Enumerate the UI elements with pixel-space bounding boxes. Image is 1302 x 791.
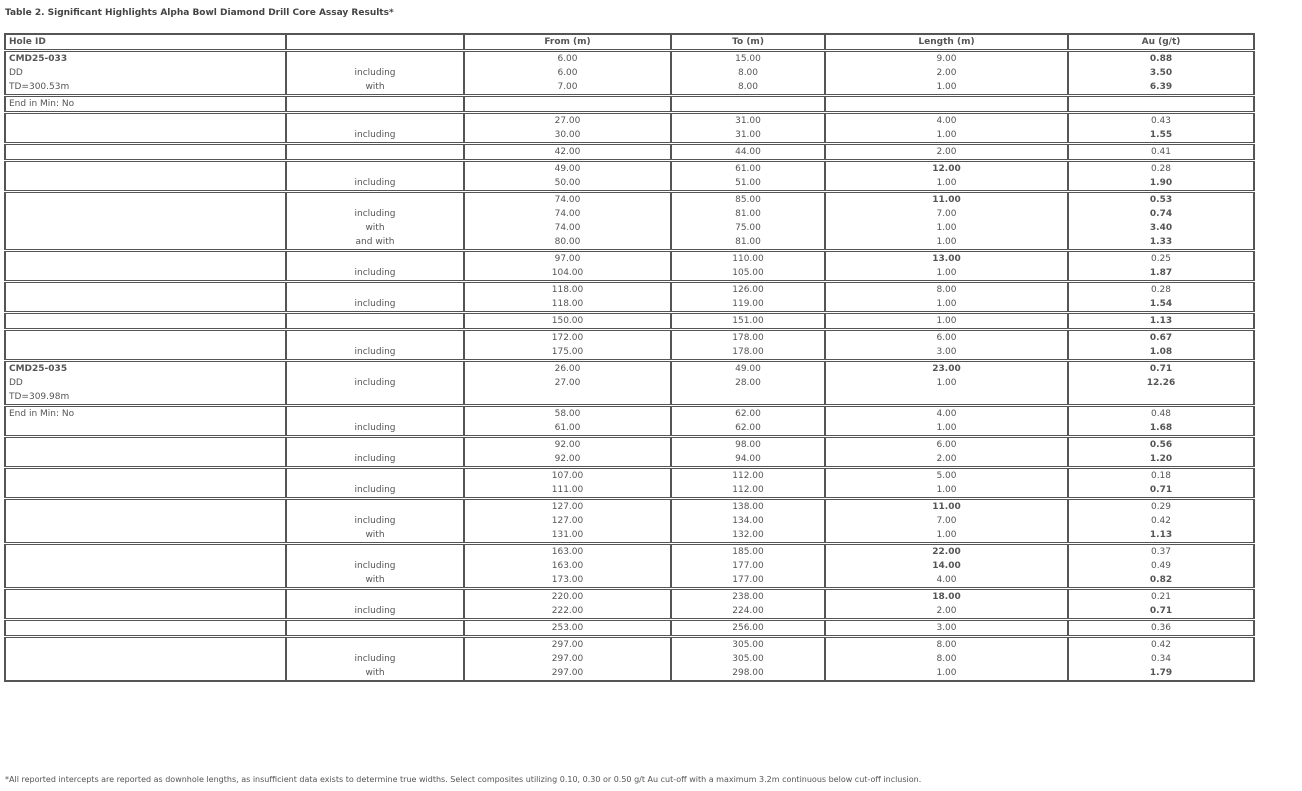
table-row	[5, 544, 1254, 560]
length-cell: 4.00	[825, 406, 1068, 422]
to-cell: 44.00	[671, 144, 825, 161]
from-cell: 92.00	[464, 437, 671, 453]
from-cell: 7.00	[464, 80, 671, 96]
qualifier-cell	[286, 406, 464, 422]
au-cell: 0.56	[1068, 437, 1254, 453]
length-cell: 6.00	[825, 437, 1068, 453]
col-header-to: To (m)	[671, 34, 825, 51]
length-cell: 1.00	[825, 235, 1068, 251]
hole-id-cell	[5, 499, 286, 515]
hole-id-cell: TD=300.53m	[5, 80, 286, 96]
qualifier-cell	[286, 589, 464, 605]
from-cell: 220.00	[464, 589, 671, 605]
hole-id-cell	[5, 221, 286, 235]
length-cell: 8.00	[825, 637, 1068, 653]
au-cell: 1.33	[1068, 235, 1254, 251]
au-cell: 0.53	[1068, 192, 1254, 208]
table-row	[5, 345, 1254, 361]
hole-id-cell	[5, 282, 286, 298]
length-cell: 1.00	[825, 313, 1068, 330]
au-cell: 0.48	[1068, 406, 1254, 422]
from-cell: 297.00	[464, 637, 671, 653]
length-cell: 1.00	[825, 297, 1068, 313]
table-row	[5, 559, 1254, 573]
to-cell: 49.00	[671, 361, 825, 377]
qualifier-cell	[286, 390, 464, 406]
table-row	[5, 297, 1254, 313]
to-cell: 8.00	[671, 66, 825, 80]
length-cell: 8.00	[825, 652, 1068, 666]
from-cell: 222.00	[464, 604, 671, 620]
assay-results-table	[4, 33, 1255, 682]
length-cell: 2.00	[825, 144, 1068, 161]
to-cell: 305.00	[671, 652, 825, 666]
hole-id-cell	[5, 559, 286, 573]
from-cell: 80.00	[464, 235, 671, 251]
hole-id-cell	[5, 313, 286, 330]
table-row	[5, 128, 1254, 144]
au-cell: 1.13	[1068, 528, 1254, 544]
hole-id-cell	[5, 176, 286, 192]
table-row	[5, 251, 1254, 267]
table-row	[5, 499, 1254, 515]
hole-id-cell	[5, 652, 286, 666]
length-cell: 1.00	[825, 221, 1068, 235]
hole-id-cell: TD=309.98m	[5, 390, 286, 406]
table-row	[5, 452, 1254, 468]
length-cell: 7.00	[825, 514, 1068, 528]
to-cell: 132.00	[671, 528, 825, 544]
to-cell: 81.00	[671, 207, 825, 221]
qualifier-cell: including	[286, 483, 464, 499]
hole-id-cell	[5, 544, 286, 560]
qualifier-cell	[286, 468, 464, 484]
au-cell: 6.39	[1068, 80, 1254, 96]
qualifier-cell	[286, 282, 464, 298]
to-cell: 62.00	[671, 406, 825, 422]
table-caption: Table 2. Significant Highlights Alpha Bowl Diamond Drill Core Assay Results*	[5, 8, 394, 18]
footnote: *All reported intercepts are reported as downhole lengths, as insufficient data exists to determine true widths. Select composites utilizing 0.10, 0.30 or 0.50 g/t Au cut-off with a maximum 3.2m continuous below cut-off inclusion.	[5, 775, 922, 784]
au-cell: 0.28	[1068, 282, 1254, 298]
table-row	[5, 207, 1254, 221]
hole-id-cell	[5, 113, 286, 129]
from-cell: 30.00	[464, 128, 671, 144]
qualifier-cell: including	[286, 604, 464, 620]
length-cell: 1.00	[825, 666, 1068, 681]
length-cell: 22.00	[825, 544, 1068, 560]
au-cell: 0.36	[1068, 620, 1254, 637]
au-cell: 1.79	[1068, 666, 1254, 681]
table-row	[5, 66, 1254, 80]
from-cell	[464, 96, 671, 113]
table-row	[5, 266, 1254, 282]
qualifier-cell	[286, 113, 464, 129]
table-row	[5, 437, 1254, 453]
hole-id-cell	[5, 589, 286, 605]
to-cell: 119.00	[671, 297, 825, 313]
au-cell: 1.54	[1068, 297, 1254, 313]
hole-id-cell: End in Min: No	[5, 96, 286, 113]
au-cell: 0.82	[1068, 573, 1254, 589]
au-cell	[1068, 390, 1254, 406]
to-cell: 112.00	[671, 483, 825, 499]
hole-id-cell	[5, 573, 286, 589]
from-cell: 118.00	[464, 282, 671, 298]
to-cell: 151.00	[671, 313, 825, 330]
hole-id-cell	[5, 251, 286, 267]
to-cell: 98.00	[671, 437, 825, 453]
length-cell: 2.00	[825, 66, 1068, 80]
qualifier-cell: with	[286, 221, 464, 235]
au-cell: 0.41	[1068, 144, 1254, 161]
to-cell: 138.00	[671, 499, 825, 515]
from-cell: 104.00	[464, 266, 671, 282]
table-row	[5, 573, 1254, 589]
from-cell	[464, 390, 671, 406]
table-row	[5, 589, 1254, 605]
qualifier-cell	[286, 51, 464, 67]
au-cell: 0.74	[1068, 207, 1254, 221]
au-cell: 1.68	[1068, 421, 1254, 437]
to-cell: 178.00	[671, 345, 825, 361]
to-cell: 31.00	[671, 128, 825, 144]
qualifier-cell	[286, 192, 464, 208]
hole-id-cell	[5, 637, 286, 653]
length-cell	[825, 390, 1068, 406]
from-cell: 127.00	[464, 514, 671, 528]
au-cell: 1.87	[1068, 266, 1254, 282]
qualifier-cell: and with	[286, 235, 464, 251]
qualifier-cell: with	[286, 528, 464, 544]
from-cell: 131.00	[464, 528, 671, 544]
from-cell: 118.00	[464, 297, 671, 313]
qualifier-cell: including	[286, 176, 464, 192]
to-cell: 177.00	[671, 573, 825, 589]
hole-id-cell	[5, 528, 286, 544]
qualifier-cell: including	[286, 559, 464, 573]
qualifier-cell	[286, 499, 464, 515]
qualifier-cell: including	[286, 345, 464, 361]
length-cell: 23.00	[825, 361, 1068, 377]
table-row	[5, 161, 1254, 177]
length-cell: 7.00	[825, 207, 1068, 221]
au-cell: 0.71	[1068, 361, 1254, 377]
col-header-qualifier	[286, 34, 464, 51]
to-cell: 185.00	[671, 544, 825, 560]
length-cell: 2.00	[825, 452, 1068, 468]
length-cell: 9.00	[825, 51, 1068, 67]
qualifier-cell	[286, 637, 464, 653]
length-cell: 1.00	[825, 176, 1068, 192]
from-cell: 253.00	[464, 620, 671, 637]
au-cell: 1.90	[1068, 176, 1254, 192]
hole-id-cell: DD	[5, 376, 286, 390]
au-cell: 0.37	[1068, 544, 1254, 560]
table-row	[5, 406, 1254, 422]
hole-id-cell	[5, 235, 286, 251]
au-cell: 0.34	[1068, 652, 1254, 666]
length-cell: 11.00	[825, 192, 1068, 208]
table-row	[5, 330, 1254, 346]
table-row	[5, 604, 1254, 620]
from-cell: 97.00	[464, 251, 671, 267]
table-row	[5, 376, 1254, 390]
table-row	[5, 80, 1254, 96]
au-cell: 0.25	[1068, 251, 1254, 267]
au-cell: 0.28	[1068, 161, 1254, 177]
table-row	[5, 221, 1254, 235]
to-cell: 8.00	[671, 80, 825, 96]
from-cell: 297.00	[464, 652, 671, 666]
length-cell: 1.00	[825, 528, 1068, 544]
qualifier-cell: including	[286, 652, 464, 666]
length-cell: 1.00	[825, 421, 1068, 437]
hole-id-cell	[5, 297, 286, 313]
qualifier-cell: with	[286, 80, 464, 96]
from-cell: 173.00	[464, 573, 671, 589]
hole-id-cell: CMD25-035	[5, 361, 286, 377]
to-cell: 238.00	[671, 589, 825, 605]
hole-id-cell	[5, 483, 286, 499]
hole-id-cell	[5, 604, 286, 620]
to-cell: 305.00	[671, 637, 825, 653]
to-cell: 110.00	[671, 251, 825, 267]
qualifier-cell: including	[286, 266, 464, 282]
table-row	[5, 51, 1254, 67]
table-row	[5, 666, 1254, 681]
from-cell: 61.00	[464, 421, 671, 437]
qualifier-cell: including	[286, 514, 464, 528]
table-body	[5, 51, 1254, 682]
length-cell: 1.00	[825, 128, 1068, 144]
to-cell: 31.00	[671, 113, 825, 129]
qualifier-cell: including	[286, 421, 464, 437]
length-cell: 12.00	[825, 161, 1068, 177]
au-cell: 1.08	[1068, 345, 1254, 361]
au-cell: 0.18	[1068, 468, 1254, 484]
hole-id-cell	[5, 345, 286, 361]
au-cell: 0.71	[1068, 483, 1254, 499]
length-cell: 1.00	[825, 80, 1068, 96]
table-row	[5, 361, 1254, 377]
au-cell: 0.88	[1068, 51, 1254, 67]
table-row	[5, 652, 1254, 666]
from-cell: 49.00	[464, 161, 671, 177]
hole-id-cell: End in Min: No	[5, 406, 286, 422]
to-cell: 105.00	[671, 266, 825, 282]
length-cell: 14.00	[825, 559, 1068, 573]
au-cell: 0.67	[1068, 330, 1254, 346]
hole-id-cell	[5, 514, 286, 528]
au-cell: 0.42	[1068, 637, 1254, 653]
table-row	[5, 235, 1254, 251]
length-cell: 1.00	[825, 483, 1068, 499]
qualifier-cell	[286, 544, 464, 560]
hole-id-cell	[5, 620, 286, 637]
table-row	[5, 620, 1254, 637]
qualifier-cell	[286, 161, 464, 177]
hole-id-cell	[5, 666, 286, 681]
qualifier-cell: including	[286, 297, 464, 313]
au-cell: 0.71	[1068, 604, 1254, 620]
header-row	[5, 34, 1254, 51]
from-cell: 6.00	[464, 66, 671, 80]
from-cell: 58.00	[464, 406, 671, 422]
to-cell: 134.00	[671, 514, 825, 528]
au-cell: 1.20	[1068, 452, 1254, 468]
to-cell: 28.00	[671, 376, 825, 390]
to-cell: 256.00	[671, 620, 825, 637]
qualifier-cell	[286, 620, 464, 637]
table-row	[5, 514, 1254, 528]
to-cell: 61.00	[671, 161, 825, 177]
from-cell: 27.00	[464, 376, 671, 390]
hole-id-cell	[5, 207, 286, 221]
from-cell: 92.00	[464, 452, 671, 468]
to-cell	[671, 390, 825, 406]
qualifier-cell	[286, 251, 464, 267]
hole-id-cell: DD	[5, 66, 286, 80]
to-cell: 75.00	[671, 221, 825, 235]
from-cell: 74.00	[464, 221, 671, 235]
col-header-hole-id: Hole ID	[5, 34, 286, 51]
table-row	[5, 176, 1254, 192]
table-row	[5, 421, 1254, 437]
from-cell: 127.00	[464, 499, 671, 515]
table-row	[5, 96, 1254, 113]
to-cell: 177.00	[671, 559, 825, 573]
hole-id-cell	[5, 421, 286, 437]
from-cell: 74.00	[464, 207, 671, 221]
hole-id-cell	[5, 330, 286, 346]
length-cell: 4.00	[825, 113, 1068, 129]
qualifier-cell	[286, 437, 464, 453]
au-cell	[1068, 96, 1254, 113]
from-cell: 297.00	[464, 666, 671, 681]
length-cell: 13.00	[825, 251, 1068, 267]
length-cell: 4.00	[825, 573, 1068, 589]
au-cell: 0.43	[1068, 113, 1254, 129]
au-cell: 0.29	[1068, 499, 1254, 515]
hole-id-cell	[5, 452, 286, 468]
length-cell: 1.00	[825, 376, 1068, 390]
au-cell: 0.21	[1068, 589, 1254, 605]
au-cell: 3.40	[1068, 221, 1254, 235]
table-row	[5, 192, 1254, 208]
length-cell: 18.00	[825, 589, 1068, 605]
from-cell: 163.00	[464, 559, 671, 573]
hole-id-cell	[5, 437, 286, 453]
table-row	[5, 468, 1254, 484]
to-cell: 126.00	[671, 282, 825, 298]
qualifier-cell: including	[286, 207, 464, 221]
from-cell: 50.00	[464, 176, 671, 192]
length-cell	[825, 96, 1068, 113]
hole-id-cell	[5, 468, 286, 484]
to-cell: 94.00	[671, 452, 825, 468]
length-cell: 2.00	[825, 604, 1068, 620]
from-cell: 26.00	[464, 361, 671, 377]
table-row	[5, 637, 1254, 653]
to-cell: 178.00	[671, 330, 825, 346]
table-row	[5, 282, 1254, 298]
au-cell: 1.13	[1068, 313, 1254, 330]
to-cell: 51.00	[671, 176, 825, 192]
from-cell: 42.00	[464, 144, 671, 161]
qualifier-cell	[286, 330, 464, 346]
qualifier-cell: with	[286, 573, 464, 589]
length-cell: 6.00	[825, 330, 1068, 346]
hole-id-cell	[5, 266, 286, 282]
to-cell	[671, 96, 825, 113]
qualifier-cell: including	[286, 452, 464, 468]
table-row	[5, 144, 1254, 161]
qualifier-cell	[286, 313, 464, 330]
length-cell: 3.00	[825, 345, 1068, 361]
qualifier-cell: including	[286, 376, 464, 390]
length-cell: 1.00	[825, 266, 1068, 282]
table-row	[5, 113, 1254, 129]
table-row	[5, 390, 1254, 406]
au-cell: 0.42	[1068, 514, 1254, 528]
length-cell: 8.00	[825, 282, 1068, 298]
from-cell: 107.00	[464, 468, 671, 484]
qualifier-cell	[286, 361, 464, 377]
from-cell: 6.00	[464, 51, 671, 67]
col-header-from: From (m)	[464, 34, 671, 51]
length-cell: 3.00	[825, 620, 1068, 637]
to-cell: 85.00	[671, 192, 825, 208]
to-cell: 62.00	[671, 421, 825, 437]
hole-id-cell	[5, 161, 286, 177]
from-cell: 172.00	[464, 330, 671, 346]
qualifier-cell	[286, 96, 464, 113]
length-cell: 5.00	[825, 468, 1068, 484]
to-cell: 224.00	[671, 604, 825, 620]
qualifier-cell: including	[286, 128, 464, 144]
to-cell: 112.00	[671, 468, 825, 484]
table-row	[5, 528, 1254, 544]
au-cell: 12.26	[1068, 376, 1254, 390]
length-cell: 11.00	[825, 499, 1068, 515]
from-cell: 163.00	[464, 544, 671, 560]
qualifier-cell: including	[286, 66, 464, 80]
from-cell: 175.00	[464, 345, 671, 361]
table-row	[5, 483, 1254, 499]
table-row	[5, 313, 1254, 330]
hole-id-cell: CMD25-033	[5, 51, 286, 67]
to-cell: 15.00	[671, 51, 825, 67]
to-cell: 81.00	[671, 235, 825, 251]
hole-id-cell	[5, 144, 286, 161]
to-cell: 298.00	[671, 666, 825, 681]
from-cell: 150.00	[464, 313, 671, 330]
au-cell: 3.50	[1068, 66, 1254, 80]
from-cell: 111.00	[464, 483, 671, 499]
hole-id-cell	[5, 192, 286, 208]
col-header-length: Length (m)	[825, 34, 1068, 51]
qualifier-cell	[286, 144, 464, 161]
from-cell: 74.00	[464, 192, 671, 208]
qualifier-cell: with	[286, 666, 464, 681]
col-header-au: Au (g/t)	[1068, 34, 1254, 51]
au-cell: 1.55	[1068, 128, 1254, 144]
from-cell: 27.00	[464, 113, 671, 129]
au-cell: 0.49	[1068, 559, 1254, 573]
hole-id-cell	[5, 128, 286, 144]
